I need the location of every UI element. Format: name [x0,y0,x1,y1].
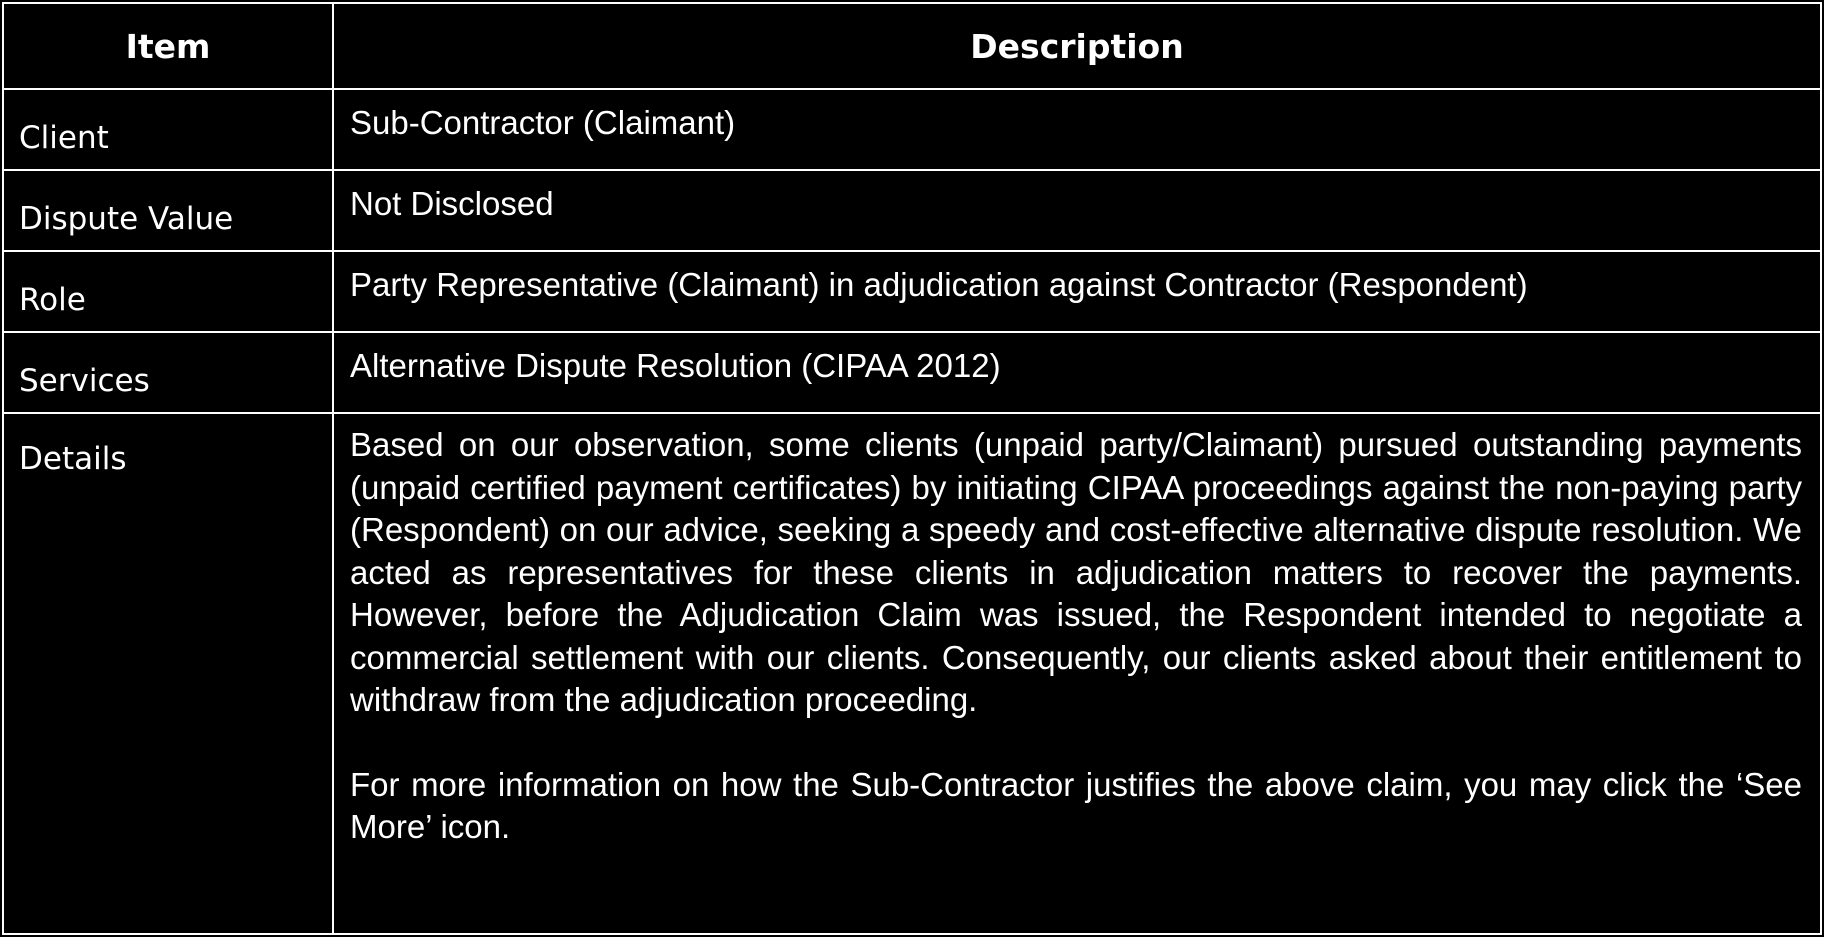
item-label-role: Role [3,251,333,332]
table-row-details [3,413,1821,934]
item-label-services: Services [3,332,333,413]
item-label-client: Client [3,89,333,170]
details-paragraph-see-more: For more information on how the Sub-Contractor justifies the above claim, you may click the ‘See More’ icon. [350,765,1802,845]
table-row-services [3,332,1821,413]
table-header-row [3,3,1821,89]
description-client: Sub-Contractor (Claimant) [333,89,1821,170]
details-paragraph-observation: Based on our observation, some clients (unpaid party/Claimant) pursued outstanding payments (unpaid certified payment certificates) by initiating CIPAA proceedings against the non-paying party (Respondent) on our advice, seeking a speedy and cost-effective alternative dispute resolution. We acted as representatives for these clients in adjudication matters to recover the payments. However, before the Adjudication Claim was issued, the Respondent intended to negotiate a commercial settlement with our clients. Consequently, our clients asked about their entitlement to withdraw from the adjudication proceeding. [350,426,1802,718]
item-label-dispute-value: Dispute Value [3,170,333,251]
item-label-details: Details [3,413,333,934]
table-row-dispute-value [3,170,1821,251]
description-dispute-value: Not Disclosed [333,170,1821,251]
description-details [333,413,1821,934]
case-summary-table-wrapper [2,2,1822,935]
description-role: Party Representative (Claimant) in adjudication against Contractor (Respondent) [333,251,1821,332]
header-description: Description [333,3,1821,89]
table-row-role [3,251,1821,332]
table-row-client [3,89,1821,170]
header-item: Item [3,3,333,89]
case-summary-table [2,2,1822,935]
description-services: Alternative Dispute Resolution (CIPAA 2012) [333,332,1821,413]
